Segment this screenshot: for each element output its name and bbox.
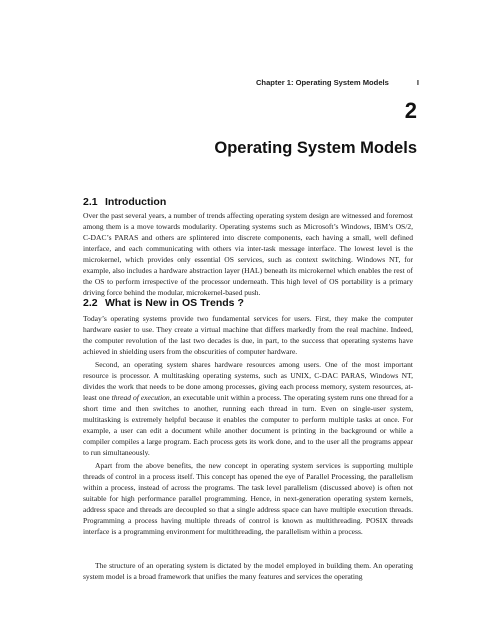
paragraph-introduction: Over the past several years, a number of trends affecting operating system design are witnessed and foremost among them is a move towards modularity. Operating systems such as Microsoft’s Windows, IBM’s OS/2, C-DAC’s PARAS and others are splintered into discrete components, each having a small, well defined interface, and each communicating with others via inter-task message interface. The lowest level is the microkernel, which provides only essential OS services, such as context switching. Windows NT, for example, also includes a hardware abstraction layer (HAL) beneath its microkernel which enables the rest of the OS to perform irrespective of the processor underneath. This high level of OS portability is a primary driving force behind the modular, microkernel-based push. xyxy=(83,211,413,298)
running-head xyxy=(256,78,419,87)
paragraph-text: , an executable unit within a process. The operating system runs one thread for a short time and then switches to another, running each thread in turn. Even on single-user system, multitasking is extremely helpful because it enables the computer to perform multiple tasks at once. For example, a user can edit a document while another document is printing in the background or while a compiler compiles a large program. Each process gets its work done, and to the user all the programs appear to run simultaneously. xyxy=(83,393,414,458)
section-title: What is New in OS Trends ? xyxy=(105,297,244,309)
section-number: 2.1 xyxy=(83,196,98,208)
section-number: 2.2 xyxy=(83,297,98,309)
running-head-mark: I xyxy=(416,78,419,87)
paragraph-fundamental-services: Today’s operating systems provide two fundamental services for users. First, they make the computer hardware easier to use. They create a virtual machine that differs markedly from the real machine. Indeed, the computer revolution of the last two decades is due, in part, to the success that operating systems have achieved in shielding users from the obscurities of computer hardware. xyxy=(83,314,413,357)
section-heading-os-trends xyxy=(83,297,244,309)
paragraph-os-structure: The structure of an operating system is dictated by the model employed in building them. An operating system model is a broad framework that unifies the many features and services the operating xyxy=(83,561,413,582)
section-title: Introduction xyxy=(105,196,167,208)
section-heading-introduction xyxy=(83,196,166,208)
paragraph-text: Second, an operating system shares hardware resources among users. One of the most important resource is processor. A multitasking operating systems, such as UNIX, C-DAC PARAS, Windows NT, divides the work that needs to be done among processes, giving each process memory, system resources, at-least one xyxy=(83,360,413,403)
chapter-number: 2 xyxy=(404,98,417,123)
paragraph-multithreading: Apart from the above benefits, the new concept in operating system services is supporting multiple threads of control in a process itself. This concept has opened the eye of Parallel Processing, the parallelism within a process, instead of across the programs. The task level parallelism (discussed above) is often not suitable for high performance parallel programming. Hence, in next-generation operating system kernels, address space and threads are decoupled so that a single address space can have multiple execution threads. Programming a process having multiple threads of control is known as multithreading. POSIX threads interface is a programming environment for multithreading, the parallelism within a process. xyxy=(83,461,413,537)
running-head-text: Chapter 1: Operating System Models xyxy=(255,78,389,87)
paragraph-resource-sharing xyxy=(83,359,413,458)
italic-term: thread of execution xyxy=(111,393,170,403)
chapter-title: Operating System Models xyxy=(214,139,417,157)
